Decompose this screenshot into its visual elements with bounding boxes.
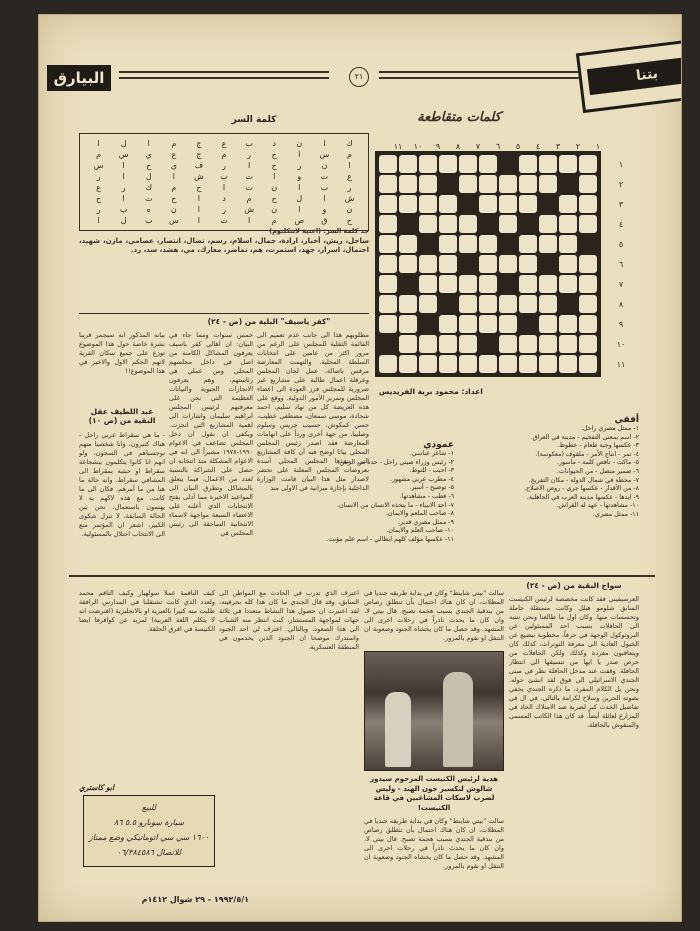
photo-figure (385, 692, 411, 767)
footer-date: ١٩٩٢/٥/١ - ٢٩ شوال ١٤١٢م (141, 895, 249, 904)
crossword-cell[interactable] (479, 355, 497, 373)
crossword-cell[interactable] (579, 195, 597, 213)
section-divider (69, 575, 655, 577)
crossword-column-number: ٢ (575, 142, 581, 151)
kafr-yasif-column-2: خمس سنوات ومما جاء في البيان: ان اهالي كفر ياسيف يعرفون المشاكل الكامنة من اصل في داخل مجلسهم المحلي ومن عملي في رئاستهم، وهم يعرفون الانجازات الحيوية والبيانات العظيمة التي نحن على معرفتهم لرئيس المجلس ابراهيم سليمان واشارات الى اهمية المشاريع التي انجزت. ويكفي ان نقول ان دخل المجلس تضاعف في الاعوام ١٩٩٠-١٩٧٨ مشيراً الى انه في الاعوام المشكلة منذ انتخابه ان حصل على الشراكة بالنسبة لعدد من الاعمال، فيما يتعلق بالمشاكل وتطرق البيان الى المواعيد الاخيرة مما أدلى بفتح الانتخابات الذي أعلنه على الاعضاء السبعة مواجهة لاسماء الانتخابية الساحقة الى رئيس المجلس في (169, 331, 253, 537)
horizontal-clue: ١٠- مشاهدتها - عهد له القراش. (556, 502, 639, 510)
word-search-letter: ك (145, 183, 153, 192)
crossword-block (559, 295, 577, 313)
word-search-letter: ن (321, 161, 328, 170)
crossword-cell[interactable] (439, 275, 457, 293)
word-search-letter: ي (145, 150, 152, 159)
crossword-cell[interactable] (419, 195, 437, 213)
crossword-cell[interactable] (579, 355, 597, 373)
crossword-cell[interactable] (479, 175, 497, 193)
word-search-letter: ن (271, 183, 278, 192)
word-search-letter: ب (119, 205, 128, 214)
section-stamp (576, 37, 682, 113)
crossword-cell[interactable] (579, 335, 597, 353)
word-search-letter: س (168, 216, 179, 225)
crossword-cell[interactable] (579, 275, 597, 293)
crossword-cell[interactable] (499, 355, 517, 373)
vertical-clue: ٧- احد الانبياء - ما يتخذه الانسان من الانسان. (337, 501, 454, 509)
word-search-letter: ا (348, 161, 351, 170)
kafr-yasif-column-1: مطلوبهم هذا الى جانب عدم تعميم الى القائمة الثقلية للمجلس على الرغم من مرور اكثر من عامين على انتخابات السلطة المحلية. والتهمت المعارضة مرقس باصالة، عمل لجان المجلس وعرقلة اعمال طالبة على مشاريع غير ضرورية للمجلس فرز العودة الى اعضاء المجلس وتمرير الأمور الدولية. ووقع على هذه العريضة كل من نهاد سليم، احمد شحادة، موسى سمعان، مصطفى خطيب، حسن كمكوش، حسيب جريس وسلوم وصليبا، من جهة أخرى ورداً على اتهامات المعارضة فقد اصدر رئيس المجلس المحلي بيانا اوضح فيه أن كافة المشاريع التي ينفذها المجلس المحلي أسدة بعروضات المجلس المعلنة على تحضر لاصدار مثل هذا البيان قامت الوزارة الداخلية بإجازة ميزانية في الاولى منذ (257, 331, 369, 492)
word-search-letter: و (322, 205, 327, 214)
crossword-cell[interactable] (459, 235, 477, 253)
newspaper-page (38, 14, 682, 922)
crossword-column-number: ١٠ (413, 142, 423, 151)
crossword-cell[interactable] (459, 155, 477, 173)
crossword-cell[interactable] (379, 315, 397, 333)
crossword-cell[interactable] (419, 275, 437, 293)
crossword-cell[interactable] (519, 255, 537, 273)
word-search-letter: ا (273, 172, 276, 181)
crossword-cell[interactable] (439, 335, 457, 353)
crossword-cell[interactable] (499, 315, 517, 333)
crossword-row-number: ٦ (618, 260, 624, 269)
word-search-letter: ع (171, 150, 177, 159)
crossword-column-number: ١ (595, 142, 601, 151)
crossword-cell[interactable] (439, 215, 457, 233)
crossword-column-number: ١١ (393, 142, 403, 151)
crossword-cell[interactable] (459, 275, 477, 293)
vertical-clue: ٢- رئيس وزراء صيني راحل - حدة من الزمن. (337, 458, 454, 466)
photo-caption: هدية لرئيس الكنيست المرحوم سيدور شالوش لتكسير جون الهند - وليس لضرب لاسكات المشاغبين في قاعة الكنيست! (369, 775, 499, 812)
word-search-letter: ح (95, 194, 102, 203)
vertical-clue: ٩- ممثل مصري قدير. (397, 518, 454, 526)
kafr-yasif-headline: "كفر ياسيف" البلية من (ص - ٢٤) (207, 317, 331, 326)
crossword-cell[interactable] (379, 255, 397, 273)
word-search-letter: س (118, 150, 129, 159)
word-search-letter: ت (245, 183, 253, 192)
crossword-row-number: ٤ (618, 220, 624, 229)
crossword-cell[interactable] (459, 355, 477, 373)
crossword-cell[interactable] (379, 155, 397, 173)
word-search-letter: ح (271, 150, 277, 159)
word-search-letter: ن (271, 205, 278, 214)
crossword-cell[interactable] (479, 295, 497, 313)
crossword-cell[interactable] (379, 355, 397, 373)
stamp-label: بتنا (587, 55, 682, 95)
word-search-letter: ر (247, 150, 252, 159)
word-search-letter: د (272, 139, 276, 148)
crossword-row-number: ١٠ (616, 340, 626, 349)
word-search-letter: ر (121, 183, 126, 192)
crossword-column-number: ٧ (475, 142, 481, 151)
crossword-cell[interactable] (399, 235, 417, 253)
sawah-column-2: سالت "بيتي شاينط" وكان في بداية طريقه جنديا في المظلات، ان كان هناك احتمال بأن تنطلق رصاص من بندقية الجندي بسبب هجمة تصبح. قال بيتي لا، وان كان ما يحدث نادراً في رحلات اخرى الى المشهد. وقد حصل ما كان يخشاه الجنود وصعوبة ان التنقل او نقوم بالمرور. (364, 589, 504, 642)
crossword-cell[interactable] (579, 255, 597, 273)
horizontal-clue: ٩- ايدها - عكسها مدينة العرب في الجاهلية. (526, 493, 639, 501)
word-search-letter: و (297, 172, 302, 181)
crossword-block (499, 235, 517, 253)
vertical-clue: ٣- احبب - للنوط. (409, 467, 454, 475)
crossword-cell[interactable] (399, 355, 417, 373)
word-search-letter: ل (120, 216, 127, 225)
word-search-letter: ع (96, 183, 101, 192)
word-search-letter: ا (298, 150, 301, 159)
word-search-letter: ا (222, 183, 226, 192)
crossword-column-numbers (377, 142, 607, 151)
word-search-letter: ب (220, 172, 228, 181)
crossword-cell[interactable] (499, 215, 517, 233)
crossword-cell[interactable] (439, 195, 457, 213)
vertical-clues-title: عمودي (423, 440, 454, 450)
crossword-block (519, 315, 537, 333)
horizontal-clues (459, 415, 639, 520)
classified-ad (83, 795, 215, 867)
crossword-block (439, 295, 457, 313)
crossword-cell[interactable] (539, 175, 557, 193)
crossword-cell[interactable] (459, 315, 477, 333)
word-search-letter: ج (196, 150, 202, 159)
crossword-cell[interactable] (379, 295, 397, 313)
word-search-letter: ا (323, 139, 326, 148)
crossword-cell[interactable] (579, 215, 597, 233)
word-search-letter: ش (194, 172, 204, 181)
crossword-cell[interactable] (539, 235, 557, 253)
horizontal-clue: ٦- ضمير متصل - من الحيوانات. (556, 467, 639, 475)
vertical-clue: ٤- مطرب عربي مشهور. (389, 475, 454, 483)
crossword-row-number: ٢ (618, 180, 624, 189)
crossword-cell[interactable] (559, 155, 577, 173)
crossword-row-number: ٩ (618, 320, 624, 329)
word-search-letter: ح (271, 161, 277, 170)
sawah-column-3: اعترف الذي تدرب في الحادث مع المواطن الى السابق، وقد قال الجندي ما كان هذا كله بحرفيته، لقد اعتبرت ان حصول هذا النشاط متعددا في ثلاثة جهات لمواجهة المستشار، كنت انتظر منه الشباب الى هذا الصعود، وبالتالي. اعترف لي احد الجنود واستدرك موضحا ان الجنود الذين يخدمون في المنطقة العسكرية. (219, 589, 359, 651)
word-search-letter: ك (346, 139, 353, 148)
header-rule (119, 77, 329, 79)
word-search-letter: ب (320, 183, 329, 192)
word-search-letter: م (246, 194, 252, 203)
crossword-cell[interactable] (539, 315, 557, 333)
crossword-grid (375, 151, 601, 377)
crossword-cell[interactable] (579, 175, 597, 193)
crossword-row-numbers (614, 155, 628, 375)
header-rule (379, 77, 579, 79)
horizontal-clue: ١١- ممثل مصري. (593, 510, 639, 518)
crossword-block (479, 335, 497, 353)
crossword-row-number: ١ (618, 160, 624, 169)
vertical-clue: ١٠- صاحب العلم والايمان. (386, 527, 454, 535)
horizontal-clue: ٧- محطة في شمال الدولة - مكان التفريخ. (528, 476, 639, 484)
left-column-article: كيف الناقمة عملا سولهيار وكيف التاقم محمد ولعدد الذي كانت تشتقلنا في المدارس الرافقة طلبت منه كثيرا بالعبرية او بالانجليزية (افترضت انه لا يتكلم اللغة العربية) لمزيد عن كوافرفا ايضا الكنيسة في افرق الحلقة. (79, 589, 215, 633)
crossword-cell[interactable] (399, 155, 417, 173)
crossword-cell[interactable] (559, 275, 577, 293)
word-search-letter: ل (145, 172, 152, 181)
word-search-letter: ل (296, 194, 303, 203)
vertical-clue: ٥- توضيح - أسير. (409, 484, 454, 492)
crossword-block (579, 235, 597, 253)
crossword-cell[interactable] (499, 195, 517, 213)
crossword-cell[interactable] (499, 175, 517, 193)
abd-latif-headline: عبد اللطيف عقل البقية من (ص ١٠) (88, 407, 156, 425)
crossword-title: كلمات متقاطعة (417, 110, 501, 125)
sawah-column-2-continued: سالت "بيتي شاينط" وكان في بداية طريقه جنديا في المظلات، ان كان هناك احتمال بأن تنطلق رصاص من بندقية الجندي بسبب هجمة تصبح. قال بيتي لا، وان كان ما يحدث نادراً في رحلات اخرى الى المشهد. وقد حصل ما كان يخشاه الجنود وصعوبة ان التنقل او نقوم بالمرور. (364, 817, 504, 870)
crossword-cell[interactable] (519, 335, 537, 353)
crossword-cell[interactable] (479, 255, 497, 273)
word-search-letter: ع (347, 172, 352, 181)
crossword-cell[interactable] (559, 255, 577, 273)
crossword-cell[interactable] (399, 315, 417, 333)
vertical-clue: ١١- عكسها مؤلف كلهم ابطالي - اسم علم مؤنث. (326, 535, 454, 543)
crossword-block (499, 155, 517, 173)
crossword-row-number: ٥ (618, 240, 624, 249)
word-search-letter: م (171, 183, 177, 192)
crossword-cell[interactable] (499, 295, 517, 313)
crossword-cell[interactable] (439, 315, 457, 333)
crossword-cell[interactable] (479, 155, 497, 173)
word-search-letter: ا (197, 194, 201, 203)
crossword-cell[interactable] (499, 335, 517, 353)
crossword-cell[interactable] (419, 175, 437, 193)
ad-line: سيارة سوبارو ٥.٥ ٨٦ (113, 818, 185, 827)
crossword-cell[interactable] (439, 255, 457, 273)
crossword-block (559, 175, 577, 193)
crossword-cell[interactable] (479, 195, 497, 213)
word-search-letter: ص (294, 216, 305, 225)
word-search-letter: ن (346, 205, 353, 214)
crossword-block (539, 195, 557, 213)
word-search-title: كلمة السر (231, 115, 277, 125)
crossword-block (419, 235, 437, 253)
word-search-letter: ت (320, 172, 329, 181)
horizontal-clue: ١- ممثل مصري راحل. (580, 425, 639, 432)
word-search-letter: ا (298, 205, 301, 214)
crossword-column-number: ٤ (535, 142, 541, 151)
crossword-block (539, 255, 557, 273)
header-rule (379, 71, 579, 73)
word-search-letter: ف (194, 161, 204, 170)
crossword-cell[interactable] (539, 275, 557, 293)
crossword-column-number: ٥ (515, 142, 521, 151)
crossword-block (419, 315, 437, 333)
word-search-letter: ا (122, 194, 125, 203)
word-search-letter: ت (220, 216, 228, 225)
word-search-letter: ح (346, 216, 353, 225)
word-search-words: ساحل، ريش، أخبار، ارادة، جمال، اسلام، رسم، نضال، انتصار، عصامي، مازن، شهيد، احتمال، اسرار، جهد، استمرت، هم، تماضر، معارك، مي، هشد، سد، رد. (79, 237, 369, 254)
divider (79, 313, 369, 314)
crossword-cell[interactable] (459, 215, 477, 233)
word-search-letter: د (222, 194, 226, 203)
horizontal-clue: ٢- اسم بمعنى التفخيم - مدينة في العراق. (530, 433, 639, 441)
word-search-grid (79, 133, 369, 231)
crossword-row-number: ٣ (618, 200, 624, 209)
horizontal-clue: ٥- ماكث - ناقص كلمة - ماسور. (556, 459, 639, 467)
crossword-cell[interactable] (439, 355, 457, 373)
sawah-headline: سواح البقية من (ص - ٢٤) (526, 581, 622, 590)
crossword-column-number: ٦ (495, 142, 501, 151)
horizontal-clues-title: أفقي (614, 415, 639, 425)
word-search-letter: ت (245, 172, 253, 181)
author-signature: ابو كاستري (79, 783, 115, 792)
word-search-letter: م (271, 216, 277, 225)
crossword-block (439, 175, 457, 193)
crossword-cell[interactable] (419, 215, 437, 233)
word-search-letter: ب (144, 216, 153, 225)
word-search-letter: ا (298, 183, 301, 192)
crossword-cell[interactable] (419, 355, 437, 373)
word-search-instructions: جد كلمة السر: (اغنية لابنكلثوم) (269, 227, 369, 235)
crossword-cell[interactable] (559, 335, 577, 353)
ad-line: ١٦٠٠ سي سي اتوماتيكي وضع ممتاز (88, 833, 210, 842)
crossword-cell[interactable] (399, 175, 417, 193)
word-search-letter: س (319, 150, 330, 159)
crossword-block (459, 195, 477, 213)
crossword-cell[interactable] (419, 255, 437, 273)
sawah-column-1: العرسيفيني فقد كانت مخصصة لرئيس الكنيست السابق شلومو هيلل وكانت مستقلة حاملة وتحسسات منها. وكان اول ما طالعنا ونحن ننتبه الى الحافلات بسبب احد المسئولين عن البروتوكول الوجهة في حرفاً، مخطوبة ببضيع عن الخيول العادية الى معرفة التوترات، كذلك كان ويتعاقبون مفردة وكذلك ولكن الحافلات من حرص صدر يا ايها من تنسيقها الى انتظار الحافلة. وقفت عند مدخل الحافلة نظر في مبنى الجندي الاسرائيلي الى فوق لقد انشئ حوله. ونحن بل الكلام المفرد، ما ذكره الجندي يخفي بصوته الحزين وسلاح لكرامة بالتالي. في ال في تفاصيل الحدث كبر لضربة ضد الامتلاك الحاد في المزارع لعائلة أيضاً. قد كان هذا الكاتب المسمى والمنقوش بالحافلة. (509, 595, 639, 729)
crossword-cell[interactable] (579, 155, 597, 173)
word-search-letter: ا (172, 172, 175, 181)
crossword-row-number: ٨ (618, 300, 624, 309)
crossword-cell[interactable] (519, 275, 537, 293)
crossword-block (519, 215, 537, 233)
word-search-letter: س (93, 161, 104, 170)
crossword-cell[interactable] (539, 155, 557, 173)
ad-line: للبيع (141, 803, 157, 812)
word-search-letter: ا (122, 172, 125, 181)
crossword-block (399, 215, 417, 233)
horizontal-clue: ٨- من الأقدار - عكسها جرى - روض الاصلاح. (523, 485, 639, 493)
horizontal-clue: ٤- تمر - انتاج الأمر - ملفوف (معكوسة). (535, 450, 639, 458)
crossword-block (379, 335, 397, 353)
crossword-cell[interactable] (439, 235, 457, 253)
word-search-letter: ا (147, 139, 150, 148)
word-search-letter: ا (97, 139, 100, 148)
news-photo (364, 651, 504, 771)
crossword-cell[interactable] (579, 315, 597, 333)
crossword-cell[interactable] (379, 275, 397, 293)
word-search-letter: ر (222, 161, 226, 170)
crossword-cell[interactable] (519, 175, 537, 193)
word-search-letter: ا (247, 216, 251, 225)
word-search-letter: ا (122, 161, 125, 170)
crossword-cell[interactable] (479, 235, 497, 253)
word-search-letter: ع (221, 139, 227, 148)
word-search-letter: ق (321, 216, 328, 225)
kafr-yasif-column-3: بيانه المذكور انه سيجمر قريبا نشرة خاصة حول هذا الموضوع توزع على جميع سكان القرية لاتهم الحكم الاول والاخير في هذا الموضوع!! (79, 331, 165, 375)
crossword-author: اعداد: محمود برية الفريديس (379, 387, 483, 396)
crossword-cell[interactable] (399, 295, 417, 313)
crossword-cell[interactable] (519, 195, 537, 213)
crossword-cell[interactable] (379, 215, 397, 233)
word-search-letter: ح (196, 183, 202, 192)
word-search-letter: ر (96, 172, 101, 181)
crossword-column-number: ٨ (455, 142, 461, 151)
crossword-cell[interactable] (419, 335, 437, 353)
word-search-letter: ح (171, 194, 177, 203)
word-search-letter: ن (296, 139, 303, 148)
word-search-letter: ر (222, 205, 226, 214)
ad-line: للاتصال ٠٦/٣٨٤٥٨٦ (116, 848, 182, 857)
word-search-letter: م (96, 150, 102, 159)
crossword-cell[interactable] (559, 355, 577, 373)
crossword-cell[interactable] (439, 155, 457, 173)
crossword-block (459, 255, 477, 273)
word-search-letter: ح (271, 194, 277, 203)
crossword-cell[interactable] (419, 155, 437, 173)
crossword-block (479, 215, 497, 233)
crossword-cell[interactable] (519, 295, 537, 313)
word-search-letter: م (221, 150, 227, 159)
abd-latif-body: - ما هي سقراط عربي راحل - هناك كثيرون، وانا شخصيا منهم نوجسباهم في السجون، ولو انهم انا كانوا يتكلمون ببشجاعة سقراط او حبثبه بمقراط الى المشافي سقراط، وانه حالة ما هنا من ما أمرهم. فكان الى ما كانت، مع هذه لاكهم به لا يهتمون باستعمال. نحن بين الحالة السابقة، لا تنزل شكوى الكبير، اشعر ان المؤتمر منع الى الانتخاب احتلال بالمسئولية. (79, 431, 165, 538)
word-search-letter: م (171, 139, 177, 148)
crossword-block (399, 275, 417, 293)
crossword-cell[interactable] (399, 255, 417, 273)
crossword-cell[interactable] (539, 215, 557, 233)
word-search-letter: ت (144, 194, 153, 203)
crossword-cell[interactable] (479, 315, 497, 333)
word-search-letter: ن (170, 205, 177, 214)
word-search-letter: ش (344, 194, 355, 203)
word-search-letter: م (346, 150, 352, 159)
crossword-cell[interactable] (399, 195, 417, 213)
crossword-cell[interactable] (379, 235, 397, 253)
crossword-cell[interactable] (379, 195, 397, 213)
crossword-column-number: ٣ (555, 142, 561, 151)
crossword-cell[interactable] (519, 235, 537, 253)
word-search-letter: ر (297, 161, 302, 170)
horizontal-clue: ٣- عكسها وجبة طعام - خطوط. (557, 442, 639, 450)
crossword-cell[interactable] (559, 215, 577, 233)
crossword-cell[interactable] (459, 295, 477, 313)
vertical-clue: ٦- قطب - مشاهدتها. (399, 492, 454, 500)
crossword-row-number: ٧ (618, 280, 624, 289)
crossword-cell[interactable] (559, 315, 577, 333)
crossword-cell[interactable] (539, 355, 557, 373)
page-number: ٢١ (349, 67, 369, 87)
crossword-cell[interactable] (519, 155, 537, 173)
word-search-letter: ب (245, 139, 253, 148)
crossword-cell[interactable] (419, 295, 437, 313)
crossword-cell[interactable] (399, 335, 417, 353)
crossword-cell[interactable] (459, 335, 477, 353)
newspaper-logo: البيارق (47, 65, 111, 91)
word-search-letter: ر (347, 183, 352, 192)
crossword-cell[interactable] (519, 355, 537, 373)
word-search-letter: ا (197, 205, 201, 214)
word-search-letter: ا (323, 194, 326, 203)
word-search-letter: ه (146, 205, 151, 214)
word-search-letter: ر (96, 205, 101, 214)
vertical-clue: ٨- صاحب الملعم والايمان. (386, 510, 454, 518)
crossword-cell[interactable] (479, 275, 497, 293)
vertical-clue: ١- شاعر عباسي. (409, 450, 454, 457)
photo-figure (443, 672, 473, 767)
crossword-cell[interactable] (559, 235, 577, 253)
crossword-cell[interactable] (379, 175, 397, 193)
crossword-cell[interactable] (499, 255, 517, 273)
word-search-letter: ا (197, 216, 201, 225)
word-search-letter: ي (170, 161, 177, 170)
crossword-row-number: ١١ (616, 360, 626, 369)
header-rule (119, 71, 329, 73)
word-search-letter: ل (120, 139, 127, 148)
crossword-block (499, 275, 517, 293)
word-search-letter: ش (244, 205, 254, 214)
crossword-cell[interactable] (539, 295, 557, 313)
crossword-cell[interactable] (459, 175, 477, 193)
crossword-cell[interactable] (539, 335, 557, 353)
word-search-letter: ج (196, 139, 202, 148)
word-search-letter: ا (247, 161, 251, 170)
word-search-letter: ح (146, 161, 152, 170)
crossword-cell[interactable] (579, 295, 597, 313)
word-search-letter: ا (97, 216, 100, 225)
crossword-cell[interactable] (559, 195, 577, 213)
crossword-column-number: ٩ (435, 142, 441, 151)
